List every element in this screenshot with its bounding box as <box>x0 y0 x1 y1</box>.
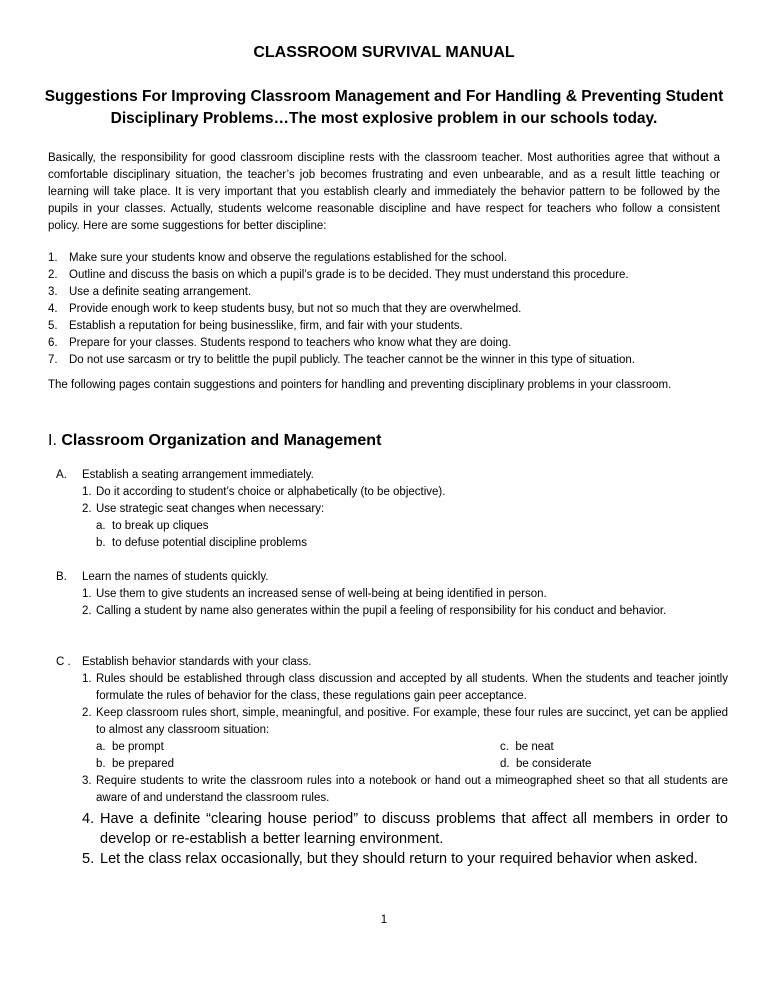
list-item <box>82 773 728 807</box>
item-letter: b. <box>96 537 106 549</box>
document-title: CLASSROOM SURVIVAL MANUAL <box>253 44 515 61</box>
section-title: Classroom Organization and Management <box>61 432 382 449</box>
item-text: Calling a student by name also generates within the pupil a feeling of responsibility for his conduct and behavior. <box>96 605 667 617</box>
item-number: 3. <box>48 286 58 298</box>
section-c-heading: Establish behavior standards with your class. <box>82 656 312 668</box>
item-text: be prepared <box>111 758 175 770</box>
item-text: Establish a reputation for being businesslike, firm, and fair with your students. <box>69 320 463 332</box>
item-text: Prepare for your classes. Students respond to teachers who know what they are doing. <box>69 337 512 349</box>
rules-row <box>96 756 728 773</box>
item-number: 2. <box>82 707 92 719</box>
list-item <box>82 705 728 739</box>
section-a-heading: Establish a seating arrangement immediately. <box>82 469 314 481</box>
section-b-letter: B. <box>56 571 67 583</box>
list-item <box>82 603 728 620</box>
intro-paragraph: Basically, the responsibility for good classroom discipline rests with the classroom teacher. Most authorities agree that without a comfortable disciplinary situation, the teacher’s job becomes frustrating and even unbearable, and as a result little teaching or learning will take place. It is very important that you establish clearly and immediately the behavior pattern to be followed by the pupils in your classes. Actually, students welcome reasonable discipline and have respect for teachers who follow a consistent policy. Here are some suggestions for better discipline: <box>48 152 720 232</box>
section-numeral: I. <box>48 432 57 449</box>
item-text: Use them to give students an increased sense of well-being at being identified in person. <box>96 588 547 600</box>
list-item <box>96 518 728 535</box>
section-a <box>56 467 728 552</box>
following-paragraph: The following pages contain suggestions and pointers for handling and preventing disciplinary problems in your classroom. <box>48 379 672 391</box>
item-text: to break up cliques <box>112 520 209 532</box>
item-text: be prompt <box>111 741 164 753</box>
item-text: Use strategic seat changes when necessary: <box>96 503 325 515</box>
item-number: 4. <box>82 811 95 827</box>
list-item <box>48 267 728 284</box>
item-number: 1. <box>48 252 58 264</box>
list-item <box>48 318 728 335</box>
item-text: to defuse potential discipline problems <box>112 537 307 549</box>
item-text: Keep classroom rules short, simple, meaningful, and positive. For example, these four rules are succinct, yet can be applied to almost any classroom situation: <box>96 707 728 736</box>
rules-row <box>96 739 728 756</box>
item-letter: a. <box>96 520 106 532</box>
item-number: 5. <box>48 320 58 332</box>
list-item <box>500 739 554 756</box>
item-text: Have a definite “clearing house period” to discuss problems that affect all members in order to develop or re-establish a better learning environment. <box>100 811 728 847</box>
list-item <box>82 501 728 518</box>
list-item <box>96 535 728 552</box>
list-item <box>48 250 728 267</box>
item-text: be neat <box>515 741 554 753</box>
list-item <box>82 484 728 501</box>
item-text: be considerate <box>515 758 592 770</box>
list-item <box>82 849 728 869</box>
item-number: 2. <box>48 269 58 281</box>
section-c <box>56 654 728 869</box>
list-item <box>48 284 728 301</box>
list-item <box>500 756 591 773</box>
page-number: 1 <box>380 914 388 926</box>
item-letter: a. <box>96 741 106 753</box>
item-number: 4. <box>48 303 58 315</box>
item-text: Use a definite seating arrangement. <box>69 286 252 298</box>
item-letter: c. <box>500 741 509 753</box>
suggestions-list <box>48 250 728 369</box>
item-number: 1. <box>82 588 92 600</box>
list-item <box>82 586 728 603</box>
item-text: Do it according to student’s choice or alphabetically (to be objective). <box>96 486 446 498</box>
section-c-letter: C . <box>56 656 71 668</box>
list-item <box>48 352 728 369</box>
section-b <box>56 569 728 620</box>
item-number: 1. <box>82 486 92 498</box>
list-item <box>48 301 728 318</box>
item-number: 6. <box>48 337 58 349</box>
item-letter: d. <box>500 758 510 770</box>
document-subtitle: Suggestions For Improving Classroom Management and For Handling & Preventing Student Disciplinary Problems…The most explosive problem in our schools today. <box>44 88 724 127</box>
item-text: Provide enough work to keep students busy, but not so much that they are overwhelmed. <box>69 303 522 315</box>
list-item <box>96 739 164 756</box>
item-number: 5. <box>82 851 95 867</box>
item-text: Outline and discuss the basis on which a pupil’s grade is to be decided. They must understand this procedure. <box>69 269 629 281</box>
item-number: 2. <box>82 503 92 515</box>
item-number: 3. <box>82 775 92 787</box>
item-number: 2. <box>82 605 92 617</box>
item-text: Let the class relax occasionally, but they should return to your required behavior when asked. <box>100 851 698 867</box>
item-letter: b. <box>96 758 106 770</box>
item-text: Make sure your students know and observe the regulations established for the school. <box>69 252 507 264</box>
section-b-heading: Learn the names of students quickly. <box>82 571 269 583</box>
section-heading <box>48 432 381 450</box>
item-text: Rules should be established through class discussion and accepted by all students. When the students and teacher jointly formulate the rules of behavior for the class, these regulations gain peer acceptance. <box>96 673 728 702</box>
list-item <box>82 809 728 849</box>
item-number: 1. <box>82 673 92 685</box>
section-a-letter: A. <box>56 469 67 481</box>
list-item <box>96 756 174 773</box>
item-number: 7. <box>48 354 58 366</box>
item-text: Do not use sarcasm or try to belittle the pupil publicly. The teacher cannot be the winner in this type of situation. <box>69 354 635 366</box>
list-item <box>82 671 728 705</box>
list-item <box>48 335 728 352</box>
item-text: Require students to write the classroom rules into a notebook or hand out a mimeographed sheet so that all students are aware of and understand the classroom rules. <box>96 775 728 804</box>
